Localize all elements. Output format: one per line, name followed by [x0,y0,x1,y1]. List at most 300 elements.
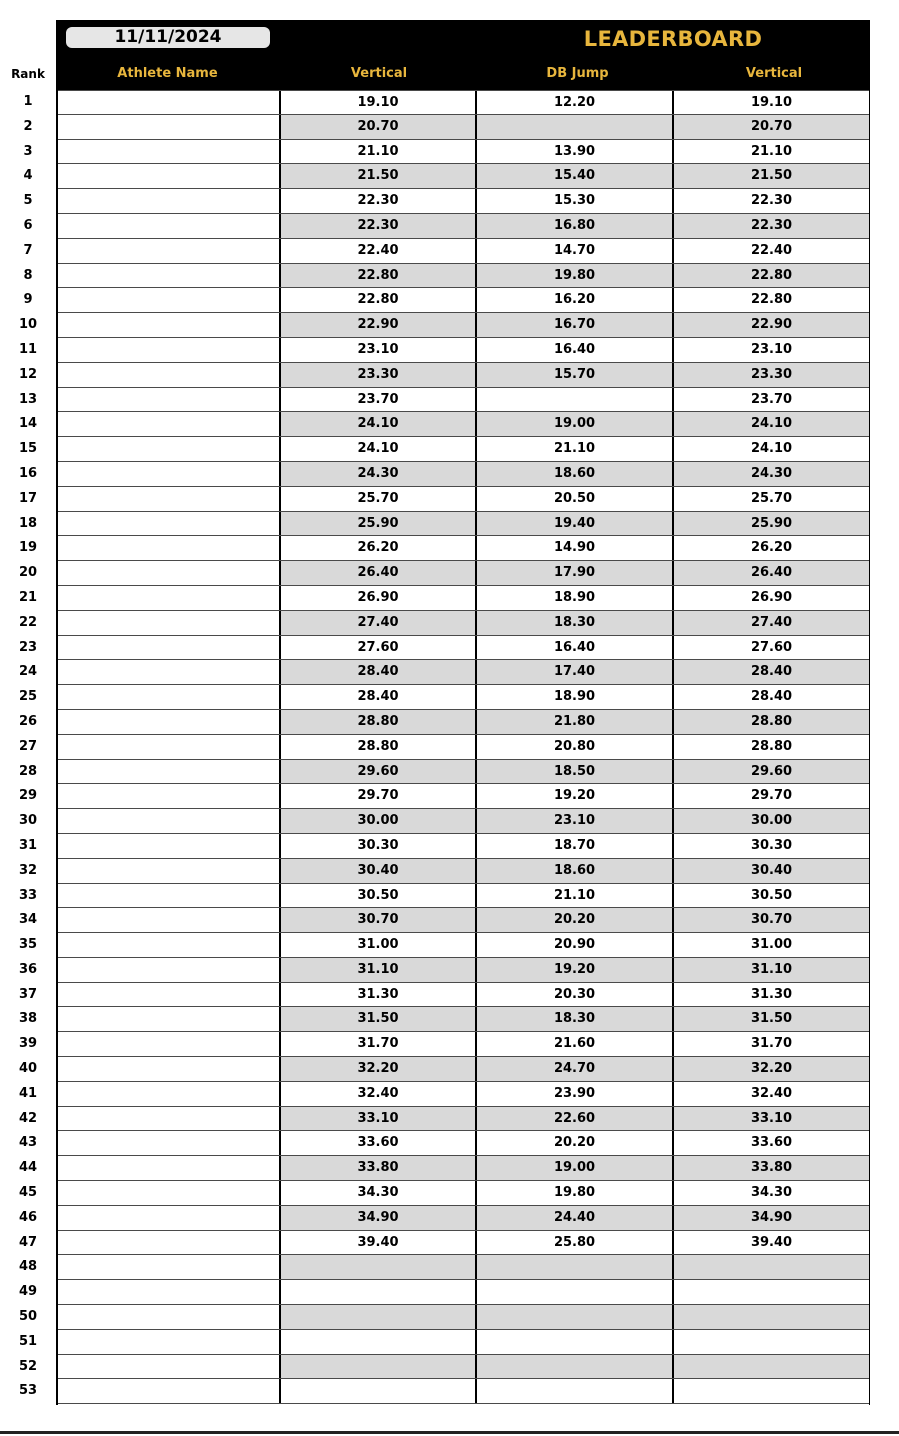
column-header-vertical-2: Vertical [745,66,803,81]
rank-number: 3 [23,143,33,159]
rank-number: 52 [18,1358,38,1374]
vertical-cell[interactable]: 20.70 [281,115,477,139]
db-jump-cell[interactable]: 19.40 [477,512,674,536]
column-header-athlete-name: Athlete Name [117,66,218,81]
vertical-2-cell[interactable] [674,1330,869,1354]
vertical-2-cell[interactable]: 23.10 [750,341,793,357]
vertical-2-cell[interactable]: 20.70 [674,115,869,139]
vertical-cell[interactable]: 32.20 [281,1057,477,1081]
db-jump-cell[interactable]: 18.90 [477,586,674,610]
db-jump-cell[interactable]: 16.20 [477,288,674,312]
vertical-cell[interactable]: 34.90 [281,1206,477,1230]
db-jump-cell[interactable]: 20.80 [477,735,674,759]
db-jump-cell[interactable] [477,1280,674,1304]
athlete-name-cell[interactable] [58,983,281,1007]
rank-number: 24 [18,664,38,680]
rank-number: 37 [18,986,38,1002]
athlete-name-cell[interactable] [58,760,281,784]
athlete-name-cell[interactable] [58,908,281,932]
vertical-2-cell[interactable]: 22.80 [750,292,793,308]
vertical-cell[interactable]: 23.30 [281,363,477,387]
vertical-cell[interactable]: 22.90 [281,313,477,337]
vertical-2-cell[interactable] [674,1280,869,1304]
athlete-name-cell[interactable] [58,1379,281,1403]
db-jump-cell[interactable]: 16.40 [477,636,674,660]
rank-number: 8 [23,267,33,283]
rank-number: 27 [18,738,38,754]
rank-number: 53 [18,1383,38,1399]
db-jump-cell[interactable]: 19.20 [477,784,674,808]
db-jump-cell[interactable]: 21.10 [477,884,674,908]
db-jump-cell[interactable]: 17.40 [477,660,674,684]
vertical-cell[interactable]: 24.30 [281,462,477,486]
vertical-cell[interactable]: 23.10 [281,338,477,362]
table-row [58,958,869,983]
vertical-2-cell[interactable]: 31.10 [674,958,869,982]
vertical-2-cell[interactable]: 33.60 [750,1135,793,1151]
athlete-name-cell[interactable] [58,1255,281,1279]
vertical-2-cell[interactable]: 30.30 [750,837,793,853]
athlete-name-cell[interactable] [58,1305,281,1329]
vertical-2-cell[interactable] [674,1355,869,1379]
db-jump-cell[interactable] [477,1355,674,1379]
rank-number: 16 [18,465,38,481]
vertical-cell[interactable]: 23.70 [281,388,477,412]
vertical-cell[interactable]: 24.10 [281,437,477,461]
vertical-cell[interactable]: 21.10 [281,140,477,164]
vertical-cell[interactable]: 34.30 [281,1181,477,1205]
db-jump-cell[interactable]: 22.60 [477,1107,674,1131]
rank-number: 39 [18,1036,38,1052]
table-row [58,983,869,1008]
db-jump-cell[interactable]: 20.50 [477,487,674,511]
athlete-name-cell[interactable] [58,1181,281,1205]
rank-number: 11 [18,341,38,357]
vertical-2-cell[interactable]: 28.80 [750,738,793,754]
table-row [58,1181,869,1206]
vertical-2-cell[interactable]: 31.30 [750,986,793,1002]
rank-number: 20 [18,565,38,581]
vertical-2-cell[interactable]: 31.70 [750,1036,793,1052]
vertical-cell[interactable]: 31.30 [281,983,477,1007]
vertical-2-cell[interactable]: 23.30 [674,363,869,387]
vertical-cell[interactable] [281,1305,477,1329]
vertical-2-cell[interactable]: 27.60 [750,639,793,655]
vertical-cell[interactable]: 26.20 [281,536,477,560]
table-row [58,660,869,685]
rank-number: 22 [18,614,38,630]
vertical-cell[interactable] [281,1330,477,1354]
vertical-2-cell[interactable]: 26.40 [674,561,869,585]
rank-number: 30 [18,813,38,829]
athlete-name-cell[interactable] [58,189,281,213]
vertical-cell[interactable]: 26.40 [281,561,477,585]
vertical-2-cell[interactable]: 33.10 [674,1107,869,1131]
column-header-vertical: Vertical [350,66,408,81]
athlete-name-cell[interactable] [58,1156,281,1180]
table-row [58,884,869,909]
db-jump-cell[interactable]: 25.80 [477,1231,674,1255]
db-jump-cell[interactable]: 19.20 [477,958,674,982]
leaderboard-table [56,90,870,1405]
vertical-cell[interactable]: 33.80 [281,1156,477,1180]
vertical-2-cell[interactable]: 28.40 [674,660,869,684]
vertical-cell[interactable]: 25.70 [281,487,477,511]
rank-number: 21 [18,589,38,605]
vertical-cell[interactable]: 33.60 [281,1131,477,1155]
vertical-cell[interactable]: 31.70 [281,1032,477,1056]
athlete-name-cell[interactable] [58,264,281,288]
vertical-2-cell[interactable]: 34.90 [674,1206,869,1230]
vertical-2-cell[interactable]: 30.70 [674,908,869,932]
vertical-cell[interactable]: 31.00 [281,933,477,957]
athlete-name-cell[interactable] [58,586,281,610]
vertical-2-cell[interactable]: 24.10 [674,412,869,436]
table-row [58,313,869,338]
vertical-cell[interactable]: 22.80 [281,264,477,288]
db-jump-cell[interactable]: 23.90 [477,1082,674,1106]
athlete-name-cell[interactable] [58,239,281,263]
vertical-cell[interactable]: 22.80 [281,288,477,312]
vertical-2-cell[interactable]: 26.90 [750,589,793,605]
db-jump-cell[interactable]: 15.30 [477,189,674,213]
db-jump-cell[interactable]: 19.00 [477,1156,674,1180]
vertical-cell[interactable]: 21.50 [281,164,477,188]
vertical-cell[interactable]: 33.10 [281,1107,477,1131]
table-row [58,908,869,933]
rank-number: 35 [18,937,38,953]
athlete-name-cell[interactable] [58,1057,281,1081]
athlete-name-cell[interactable] [58,412,281,436]
vertical-cell[interactable] [281,1255,477,1279]
athlete-name-cell[interactable] [58,363,281,387]
vertical-2-cell[interactable]: 25.90 [674,512,869,536]
rank-number: 5 [23,193,33,209]
rank-number: 2 [23,118,33,134]
column-header-db-jump: DB Jump [546,66,609,81]
db-jump-cell[interactable]: 18.60 [477,462,674,486]
rank-number: 40 [18,1061,38,1077]
rank-number: 14 [18,416,38,432]
rank-number: 47 [18,1234,38,1250]
athlete-name-cell[interactable] [58,1355,281,1379]
table-row [58,363,869,388]
athlete-name-cell[interactable] [58,884,281,908]
table-row [58,1305,869,1330]
athlete-name-cell[interactable] [58,933,281,957]
db-jump-cell[interactable]: 18.50 [477,760,674,784]
athlete-name-cell[interactable] [58,388,281,412]
vertical-cell[interactable]: 27.60 [281,636,477,660]
vertical-2-cell[interactable]: 19.10 [750,95,793,110]
vertical-2-cell[interactable]: 31.00 [750,937,793,953]
rank-number: 26 [18,713,38,729]
vertical-cell[interactable]: 32.40 [281,1082,477,1106]
db-jump-cell[interactable]: 14.70 [477,239,674,263]
table-row [58,760,869,785]
vertical-cell[interactable]: 30.30 [281,834,477,858]
db-jump-cell[interactable]: 18.30 [477,611,674,635]
rank-number: 25 [18,689,38,705]
db-jump-cell[interactable]: 18.90 [477,685,674,709]
athlete-name-cell[interactable] [58,288,281,312]
vertical-cell[interactable] [281,1379,477,1403]
vertical-2-cell[interactable]: 24.10 [750,441,793,457]
athlete-name-cell[interactable] [58,140,281,164]
rank-number: 4 [23,168,33,184]
vertical-2-cell[interactable]: 24.30 [674,462,869,486]
vertical-2-cell[interactable]: 22.30 [750,193,793,209]
vertical-2-cell[interactable]: 29.60 [674,760,869,784]
db-jump-cell[interactable]: 16.80 [477,214,674,238]
athlete-name-cell[interactable] [58,1280,281,1304]
vertical-cell[interactable]: 26.90 [281,586,477,610]
page-title: LEADERBOARD [583,27,763,51]
athlete-name-cell[interactable] [58,214,281,238]
athlete-name-cell[interactable] [58,338,281,362]
athlete-name-cell[interactable] [58,859,281,883]
db-jump-cell[interactable]: 18.60 [477,859,674,883]
athlete-name-cell[interactable] [58,735,281,759]
rank-number: 6 [23,217,33,233]
athlete-name-cell[interactable] [58,536,281,560]
athlete-name-cell[interactable] [58,437,281,461]
rank-number: 31 [18,837,38,853]
vertical-2-cell[interactable]: 26.20 [750,540,793,556]
db-jump-cell[interactable]: 23.10 [477,809,674,833]
vertical-2-cell[interactable]: 29.70 [750,788,793,804]
rank-number: 29 [18,788,38,804]
vertical-2-cell[interactable]: 21.10 [750,143,793,159]
vertical-2-cell[interactable]: 39.40 [750,1234,793,1250]
vertical-2-cell[interactable]: 22.90 [674,313,869,337]
table-row [58,1206,869,1231]
vertical-2-cell[interactable] [674,1379,869,1403]
db-jump-cell[interactable]: 20.20 [477,1131,674,1155]
rank-number: 28 [18,763,38,779]
athlete-name-cell[interactable] [58,462,281,486]
athlete-name-cell[interactable] [58,660,281,684]
rank-number: 51 [18,1333,38,1349]
rank-number: 12 [18,366,38,382]
vertical-cell[interactable]: 19.10 [281,91,477,114]
rank-number: 41 [18,1085,38,1101]
db-jump-cell[interactable]: 20.20 [477,908,674,932]
table-row [58,388,869,413]
rank-number: 45 [18,1185,38,1201]
table-row [58,1156,869,1181]
athlete-name-cell[interactable] [58,1082,281,1106]
db-jump-cell[interactable]: 18.70 [477,834,674,858]
rank-number: 43 [18,1135,38,1151]
rank-number: 44 [18,1160,38,1176]
vertical-cell[interactable]: 28.40 [281,685,477,709]
table-row [58,735,869,760]
vertical-cell[interactable]: 31.10 [281,958,477,982]
athlete-name-cell[interactable] [58,834,281,858]
vertical-2-cell[interactable]: 34.30 [750,1185,793,1201]
table-row [58,1107,869,1132]
vertical-cell[interactable]: 29.60 [281,760,477,784]
vertical-2-cell[interactable]: 23.70 [750,391,793,407]
vertical-2-cell[interactable] [674,1305,869,1329]
vertical-2-cell[interactable]: 28.40 [750,689,793,705]
db-jump-cell[interactable]: 19.80 [477,1181,674,1205]
table-row [58,164,869,189]
vertical-2-cell[interactable]: 22.40 [750,242,793,258]
vertical-cell[interactable] [281,1280,477,1304]
athlete-name-cell[interactable] [58,487,281,511]
db-jump-cell[interactable]: 21.60 [477,1032,674,1056]
vertical-2-cell[interactable]: 32.40 [750,1085,793,1101]
athlete-name-cell[interactable] [58,1107,281,1131]
table-row [58,834,869,859]
vertical-cell[interactable]: 25.90 [281,512,477,536]
vertical-cell[interactable]: 30.50 [281,884,477,908]
vertical-2-cell[interactable]: 22.30 [674,214,869,238]
athlete-name-cell[interactable] [58,1131,281,1155]
athlete-name-cell[interactable] [58,1007,281,1031]
vertical-cell[interactable]: 30.00 [281,809,477,833]
athlete-name-cell[interactable] [58,313,281,337]
vertical-2-cell[interactable]: 25.70 [750,490,793,506]
db-jump-cell[interactable] [477,1305,674,1329]
db-jump-cell[interactable]: 12.20 [477,91,674,114]
vertical-2-cell[interactable]: 32.20 [674,1057,869,1081]
athlete-name-cell[interactable] [58,115,281,139]
athlete-name-cell[interactable] [58,1231,281,1255]
table-row [58,437,869,462]
db-jump-cell[interactable] [477,388,674,412]
db-jump-cell[interactable]: 16.70 [477,313,674,337]
table-row [58,1007,869,1032]
vertical-2-cell[interactable]: 30.00 [674,809,869,833]
db-jump-cell[interactable]: 19.80 [477,264,674,288]
rank-number: 46 [18,1209,38,1225]
table-row [58,412,869,437]
db-jump-cell[interactable]: 19.00 [477,412,674,436]
db-jump-cell[interactable]: 24.40 [477,1206,674,1230]
db-jump-cell[interactable] [477,115,674,139]
table-row [58,1255,869,1280]
db-jump-cell[interactable]: 20.90 [477,933,674,957]
vertical-cell[interactable]: 24.10 [281,412,477,436]
db-jump-cell[interactable]: 21.10 [477,437,674,461]
db-jump-cell[interactable]: 16.40 [477,338,674,362]
db-jump-cell[interactable]: 18.30 [477,1007,674,1031]
table-row [58,1355,869,1380]
db-jump-cell[interactable]: 21.80 [477,710,674,734]
table-row [58,1057,869,1082]
rank-number: 19 [18,540,38,556]
vertical-2-cell[interactable]: 30.50 [750,887,793,903]
vertical-cell[interactable]: 28.40 [281,660,477,684]
table-row [58,809,869,834]
db-jump-cell[interactable]: 15.40 [477,164,674,188]
table-row [58,462,869,487]
vertical-cell[interactable]: 29.70 [281,784,477,808]
vertical-2-cell[interactable]: 22.80 [674,264,869,288]
vertical-2-cell[interactable] [674,1255,869,1279]
athlete-name-cell[interactable] [58,784,281,808]
table-row [58,512,869,537]
table-row [58,1330,869,1355]
table-row [58,288,869,313]
table-row [58,1280,869,1305]
athlete-name-cell[interactable] [58,710,281,734]
db-jump-cell[interactable]: 24.70 [477,1057,674,1081]
rank-number: 1 [23,94,33,109]
vertical-cell[interactable]: 30.70 [281,908,477,932]
rank-header: Rank [11,67,45,81]
db-jump-cell[interactable]: 13.90 [477,140,674,164]
rank-number: 34 [18,912,38,928]
rank-number: 48 [18,1259,38,1275]
athlete-name-cell[interactable] [58,1330,281,1354]
vertical-cell[interactable]: 28.80 [281,710,477,734]
db-jump-cell[interactable] [477,1330,674,1354]
rank-number: 10 [18,317,38,333]
db-jump-cell[interactable] [477,1255,674,1279]
table-row [58,1231,869,1256]
athlete-name-cell[interactable] [58,512,281,536]
vertical-2-cell[interactable]: 27.40 [674,611,869,635]
vertical-cell[interactable]: 22.30 [281,214,477,238]
athlete-name-cell[interactable] [58,1206,281,1230]
athlete-name-cell[interactable] [58,561,281,585]
rank-number: 36 [18,961,38,977]
athlete-name-cell[interactable] [58,164,281,188]
vertical-cell[interactable]: 28.80 [281,735,477,759]
athlete-name-cell[interactable] [58,1032,281,1056]
athlete-name-cell[interactable] [58,636,281,660]
vertical-2-cell[interactable]: 28.80 [674,710,869,734]
rank-number: 23 [18,639,38,655]
rank-number: 15 [18,441,38,457]
db-jump-cell[interactable]: 20.30 [477,983,674,1007]
vertical-cell[interactable] [281,1355,477,1379]
db-jump-cell[interactable]: 14.90 [477,536,674,560]
table-row [58,1032,869,1057]
rank-number: 17 [18,490,38,506]
athlete-name-cell[interactable] [58,91,281,114]
vertical-2-cell[interactable]: 30.40 [674,859,869,883]
rank-number: 7 [23,242,33,258]
vertical-cell[interactable]: 27.40 [281,611,477,635]
vertical-cell[interactable]: 22.40 [281,239,477,263]
vertical-2-cell[interactable]: 31.50 [674,1007,869,1031]
athlete-name-cell[interactable] [58,809,281,833]
vertical-2-cell[interactable]: 21.50 [674,164,869,188]
table-row [58,140,869,165]
table-row [58,239,869,264]
rank-number: 42 [18,1110,38,1126]
athlete-name-cell[interactable] [58,685,281,709]
athlete-name-cell[interactable] [58,958,281,982]
db-jump-cell[interactable] [477,1379,674,1403]
db-jump-cell[interactable]: 15.70 [477,363,674,387]
vertical-cell[interactable]: 31.50 [281,1007,477,1031]
vertical-cell[interactable]: 22.30 [281,189,477,213]
vertical-2-cell[interactable]: 33.80 [674,1156,869,1180]
db-jump-cell[interactable]: 17.90 [477,561,674,585]
vertical-cell[interactable]: 39.40 [281,1231,477,1255]
table-row [58,611,869,636]
table-row [58,1131,869,1156]
vertical-cell[interactable]: 30.40 [281,859,477,883]
athlete-name-cell[interactable] [58,611,281,635]
date-field[interactable]: 11/11/2024 [66,27,270,48]
